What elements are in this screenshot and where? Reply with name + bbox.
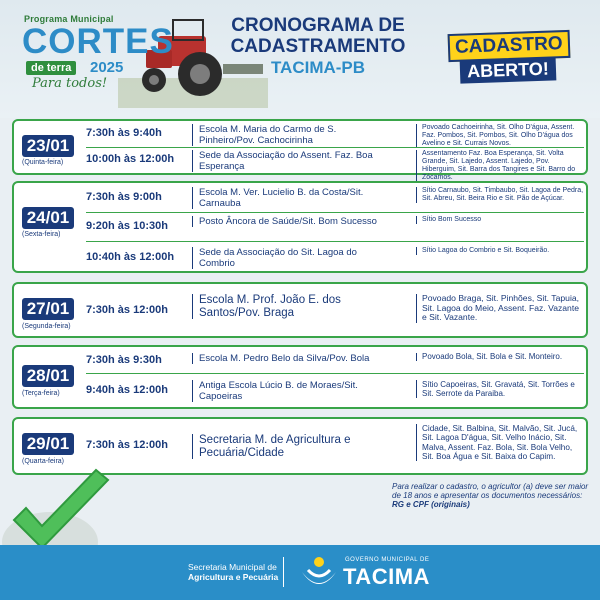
schedule-locations: Assentamento Faz. Boa Esperança, Sit. Volta Grande, Sit. Lajedo, Assent. Lajedo, Pov. Hiberguim, Sit. Barra dos Tangires e Sit. Barro do Zócamos. [416, 150, 584, 182]
logo-slogan: Para todos! [32, 76, 108, 91]
note-text: Para realizar o cadastro, o agricultor (a) deve ser maior de 18 anos e apresentar os documentos necessários: [392, 482, 589, 500]
schedule-weekday: (Segunda-feira) [22, 323, 71, 330]
requirements-note [392, 482, 592, 509]
schedule-place: Sede da Associação do Sit. Lagoa do Combrio [192, 247, 392, 269]
schedule-time: 7:30h às 9:00h [86, 191, 162, 203]
logo-program: Programa Municipal [24, 14, 114, 24]
footer [0, 545, 600, 600]
schedule-locations: Povoado Braga, Sit. Pinhões, Sit. Tapuia, Sit. Lagoa do Meio, Assent. Faz. Vazante e Sit. Vazante. [416, 294, 584, 323]
schedule-place: Escola M. Prof. João E. dos Santos/Pov. Braga [192, 294, 392, 319]
row-divider [86, 147, 584, 148]
schedule-locations: Povoado Bola, Sit. Bola e Sit. Monteiro. [416, 353, 584, 361]
row-divider [86, 212, 584, 213]
schedule-time: 10:40h às 12:00h [86, 251, 175, 263]
schedule-locations: Sítio Capoeiras, Sit. Gravatá, Sit. Torrões e Sit. Serrote da Paraiba. [416, 380, 584, 398]
badge-line1: CADASTRO [448, 30, 571, 62]
schedule-place: Sede da Associação do Assent. Faz. Boa Esperança [192, 150, 392, 172]
schedule-date: 28/01 [22, 365, 74, 387]
schedule-weekday: (Sexta-feira) [22, 231, 61, 238]
schedule-place: Escola M. Ver. Lucielio B. da Costa/Sit. Carnauba [192, 187, 392, 209]
schedule-date: 24/01 [22, 207, 74, 229]
footer-divider [283, 557, 284, 587]
schedule-date: 27/01 [22, 298, 74, 320]
schedule-locations: Cidade, Sit. Balbina, Sit. Malvão, Sit. Jucá, Sit. Lagoa D'água, Sit. Velho Inácio, Sit. Malva, Assent. Faz. Bola, Sit. Bola Velho, Sit. Boa Água e Sit. Baixa do Capim. [416, 424, 584, 461]
schedule-card-3 [12, 345, 588, 409]
schedule-time: 10:00h às 12:00h [86, 153, 175, 165]
title-line2: CADASTRAMENTO [230, 36, 406, 57]
gov-name: TACIMA [343, 564, 430, 589]
schedule-time: 7:30h às 9:30h [86, 354, 162, 366]
tacima-emblem-icon [298, 554, 340, 592]
schedule-time: 7:30h às 12:00h [86, 439, 168, 451]
badge-line2: ABERTO! [460, 57, 557, 83]
schedule-card-1 [12, 181, 588, 273]
cadastro-aberto-badge [448, 32, 570, 82]
schedule-place: Antiga Escola Lúcio B. de Moraes/Sit. Capoeiras [192, 380, 392, 402]
schedule-locations: Sítio Carnaubo, Sit. Timbaubo, Sit. Lagoa de Pedra, Sit. Abreu, Sit. Beira Rio e Sit. Pão de Açúcar. [416, 187, 584, 203]
row-divider [86, 373, 584, 374]
secretaria-line1: Secretaria Municipal de [188, 562, 277, 572]
schedule-date: 29/01 [22, 433, 74, 455]
schedule-weekday: (Quarta-feira) [22, 458, 65, 465]
gov-label: GOVERNO MUNICIPAL DE [345, 557, 430, 563]
logo-year: 2025 [90, 59, 124, 76]
header [0, 0, 600, 118]
schedule-time: 7:30h às 12:00h [86, 304, 168, 316]
schedule-card-2 [12, 282, 588, 338]
schedule-locations: Povoado Cachoeirinha, Sit. Olho D'água, Assent. Faz. Pombos, Sit. Pombos, Sit. Olho D'água dos Avelino e Sit. Currais Novos. [416, 124, 584, 148]
schedule-weekday: (Quinta-feira) [22, 159, 64, 166]
schedule-place: Posto Âncora de Saúde/Sit. Bom Sucesso [192, 216, 392, 227]
secretaria-label [188, 562, 278, 582]
schedule-weekday: (Terça-feira) [22, 390, 60, 397]
schedule-place: Escola M. Pedro Belo da Silva/Pov. Bola [192, 353, 392, 364]
title-line3: TACIMA-PB [270, 58, 366, 77]
schedule-locations: Sítio Bom Sucesso [416, 216, 584, 224]
cortes-de-terra-logo [12, 12, 174, 107]
row-divider [86, 241, 584, 242]
schedule-date: 23/01 [22, 135, 74, 157]
schedule-time: 9:20h às 10:30h [86, 220, 168, 232]
note-docs: RG e CPF (originais) [392, 500, 470, 509]
logo-subname: de terra [26, 61, 76, 75]
schedule-locations: Sítio Lagoa do Combrio e Sit. Boqueirão. [416, 247, 584, 255]
schedule-place: Secretaria M. de Agricultura e Pecuária/Cidade [192, 434, 392, 459]
schedule-time: 9:40h às 12:00h [86, 384, 168, 396]
logo-name: CORTES [22, 22, 174, 61]
page-title [218, 16, 418, 78]
schedule-place: Escola M. Maria do Carmo de S. Pinheiro/Pov. Cachocirinha [192, 124, 392, 146]
secretaria-line2: Agricultura e Pecuária [188, 572, 279, 582]
title-line1: CRONOGRAMA DE [231, 15, 405, 36]
schedule-time: 7:30h às 9:40h [86, 127, 162, 139]
schedule-card-0 [12, 119, 588, 181]
